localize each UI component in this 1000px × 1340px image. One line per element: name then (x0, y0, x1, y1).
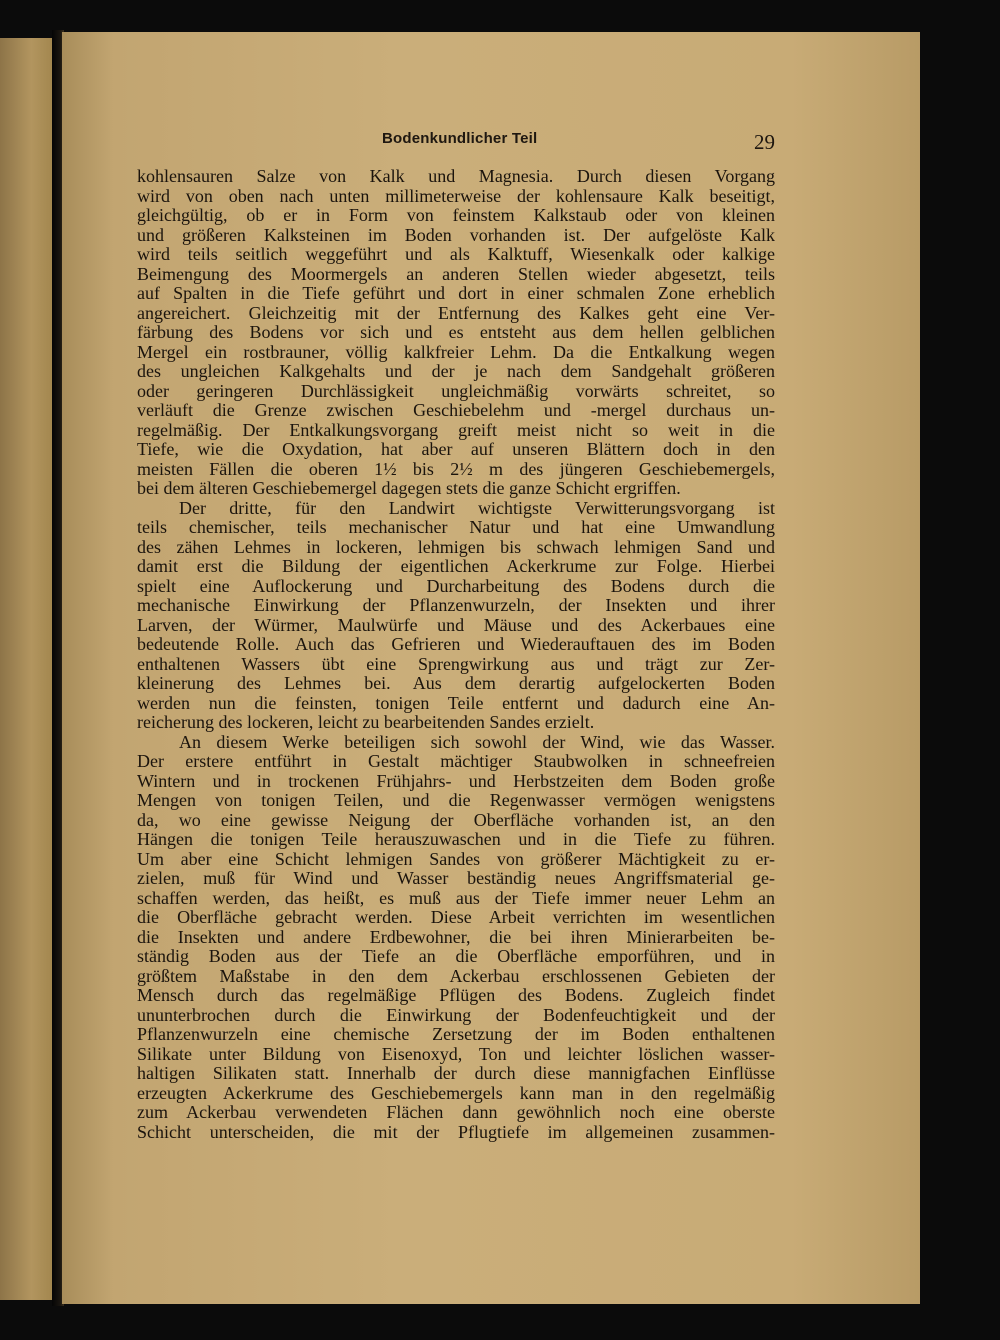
text-line: Mergel ein rostbrauner, völlig kalkfreier Lehm. Da die Entkalkung wegen (137, 342, 775, 362)
text-line: da, wo eine gewisse Neigung der Oberfläche vorhanden ist, an den (137, 810, 775, 830)
text-line: wird von oben nach unten millimeterweise der kohlensaure Kalk beseitigt, (137, 186, 775, 206)
text-line: des ungleichen Kalkgehalts und der je nach dem Sandgehalt größeren (137, 362, 775, 381)
text-line: enthaltenen Wassers übt eine Sprengwirkung aus und trägt zur Zer- (137, 654, 775, 674)
text-line: Silikate unter Bildung von Eisenoxyd, Ton und leichter löslichen wasser- (137, 1044, 775, 1064)
text-line: Mensch durch das regelmäßige Pflügen des Bodens. Zugleich findet (137, 986, 775, 1005)
text-line: zum Ackerbau verwendeten Flächen dann gewöhnlich noch eine oberste (137, 1103, 775, 1122)
text-line: bedeutende Rolle. Auch das Gefrieren und Wiederauftauen des im Boden (137, 635, 775, 654)
text-line: Der dritte, für den Landwirt wichtigste Verwitterungsvorgang ist (179, 498, 775, 518)
text-line: haltigen Silikaten statt. Innerhalb der durch diese mannigfachen Einflüsse (137, 1064, 775, 1083)
text-line: schaffen werden, das heißt, es muß aus der Tiefe immer neuer Lehm an (137, 888, 775, 908)
text-line: die Oberfläche gebracht werden. Diese Arbeit verrichten im wesentlichen (137, 908, 775, 927)
text-line: mechanische Einwirkung der Pflanzenwurzeln, der Insekten und ihrer (137, 596, 775, 615)
text-line: An diesem Werke beteiligen sich sowohl der Wind, wie das Wasser. (179, 732, 775, 752)
text-line: Schicht unterscheiden, die mit der Pflugtiefe im allgemeinen zusammen- (137, 1122, 775, 1142)
text-line: angereichert. Gleichzeitig mit der Entfernung des Kalkes geht eine Ver- (137, 303, 775, 323)
text-line: färbung des Bodens vor sich und es entsteht aus dem hellen gelblichen (137, 323, 775, 342)
text-line: größtem Maßstabe in den dem Ackerbau erschlossenen Gebieten der (137, 966, 775, 986)
text-line: gleichgültig, ob er in Form von feinstem Kalkstaub oder von kleinen (137, 206, 775, 225)
text-line: Wintern und in trockenen Frühjahrs- und Herbstzeiten dem Boden große (137, 771, 775, 791)
text-line: Hängen die tonigen Teile herauszuwaschen und in die Tiefe zu führen. (137, 830, 775, 849)
text-line: oder geringeren Durchlässigkeit ungleichmäßig vorwärts schreitet, so (137, 381, 775, 401)
text-line: verläuft die Grenze zwischen Geschiebelehm und -mergel durchaus un- (137, 401, 775, 420)
text-line: ununterbrochen durch die Einwirkung der Bodenfeuchtigkeit und der (137, 1005, 775, 1025)
text-line: Larven, der Würmer, Maulwürfe und Mäuse und des Ackerbaues eine (137, 615, 775, 635)
text-line: Beimengung des Moormergels an anderen Stellen wieder abgesetzt, teils (137, 264, 775, 284)
text-line: werden nun die feinsten, tonigen Teile entfernt und dadurch eine An- (137, 693, 775, 713)
text-line: Mengen von tonigen Teilen, und die Regenwasser vermögen wenigstens (137, 791, 775, 810)
text-line: die Insekten und andere Erdbewohner, die bei ihren Minierarbeiten be- (137, 927, 775, 947)
text-line: meisten Fällen die oberen 1½ bis 2½ m des jüngeren Geschiebemergels, (137, 459, 775, 479)
text-line: kleinerung des Lehmes bei. Aus dem derartig aufgelockerten Boden (137, 674, 775, 693)
text-line: regelmäßig. Der Entkalkungsvorgang greift meist nicht so weit in die (137, 420, 775, 440)
running-title: Bodenkundlicher Teil (382, 130, 538, 147)
text-line: Tiefe, wie die Oxydation, hat aber auf unseren Blättern doch in den (137, 440, 775, 459)
text-line: teils chemischer, teils mechanischer Natur und hat eine Umwandlung (137, 518, 775, 537)
body-text (137, 167, 775, 1142)
text-line: spielt eine Auflockerung und Durcharbeitung des Bodens durch die (137, 576, 775, 596)
text-line: erzeugten Ackerkrume des Geschiebemergels kann man in den regelmäßig (137, 1083, 775, 1103)
text-line: des zähen Lehmes in lockeren, lehmigen bis schwach lehmigen Sand und (137, 537, 775, 557)
text-line: zielen, muß für Wind und Wasser beständig neues Angriffsmaterial ge- (137, 869, 775, 888)
text-line: kohlensauren Salze von Kalk und Magnesia. Durch diesen Vorgang (137, 167, 775, 186)
text-line: und größeren Kalksteinen im Boden vorhanden ist. Der aufgelöste Kalk (137, 225, 775, 245)
text-line: Um aber eine Schicht lehmigen Sandes von größerer Mächtigkeit zu er- (137, 849, 775, 869)
text-line: auf Spalten in die Tiefe geführt und dort in einer schmalen Zone erheblich (137, 284, 775, 303)
text-line: ständig Boden aus der Tiefe an die Oberfläche emporführen, und in (137, 947, 775, 966)
text-line: reicherung des lockeren, leicht zu bearbeitenden Sandes erzielt. (137, 713, 595, 732)
text-line: wird teils seitlich weggeführt und als Kalktuff, Wiesenkalk oder kalkige (137, 245, 775, 264)
text-line: Der erstere entführt in Gestalt mächtiger Staubwolken in schneefreien (137, 752, 775, 771)
text-line: bei dem älteren Geschiebemergel dagegen stets die ganze Schicht ergriffen. (137, 479, 681, 498)
text-line: Pflanzenwurzeln eine chemische Zersetzung der im Boden enthaltenen (137, 1025, 775, 1044)
text-line: damit erst die Bildung der eigentlichen Ackerkrume zur Folge. Hierbei (137, 557, 775, 576)
previous-page-edge (0, 38, 52, 1300)
page-number: 29 (754, 130, 775, 154)
